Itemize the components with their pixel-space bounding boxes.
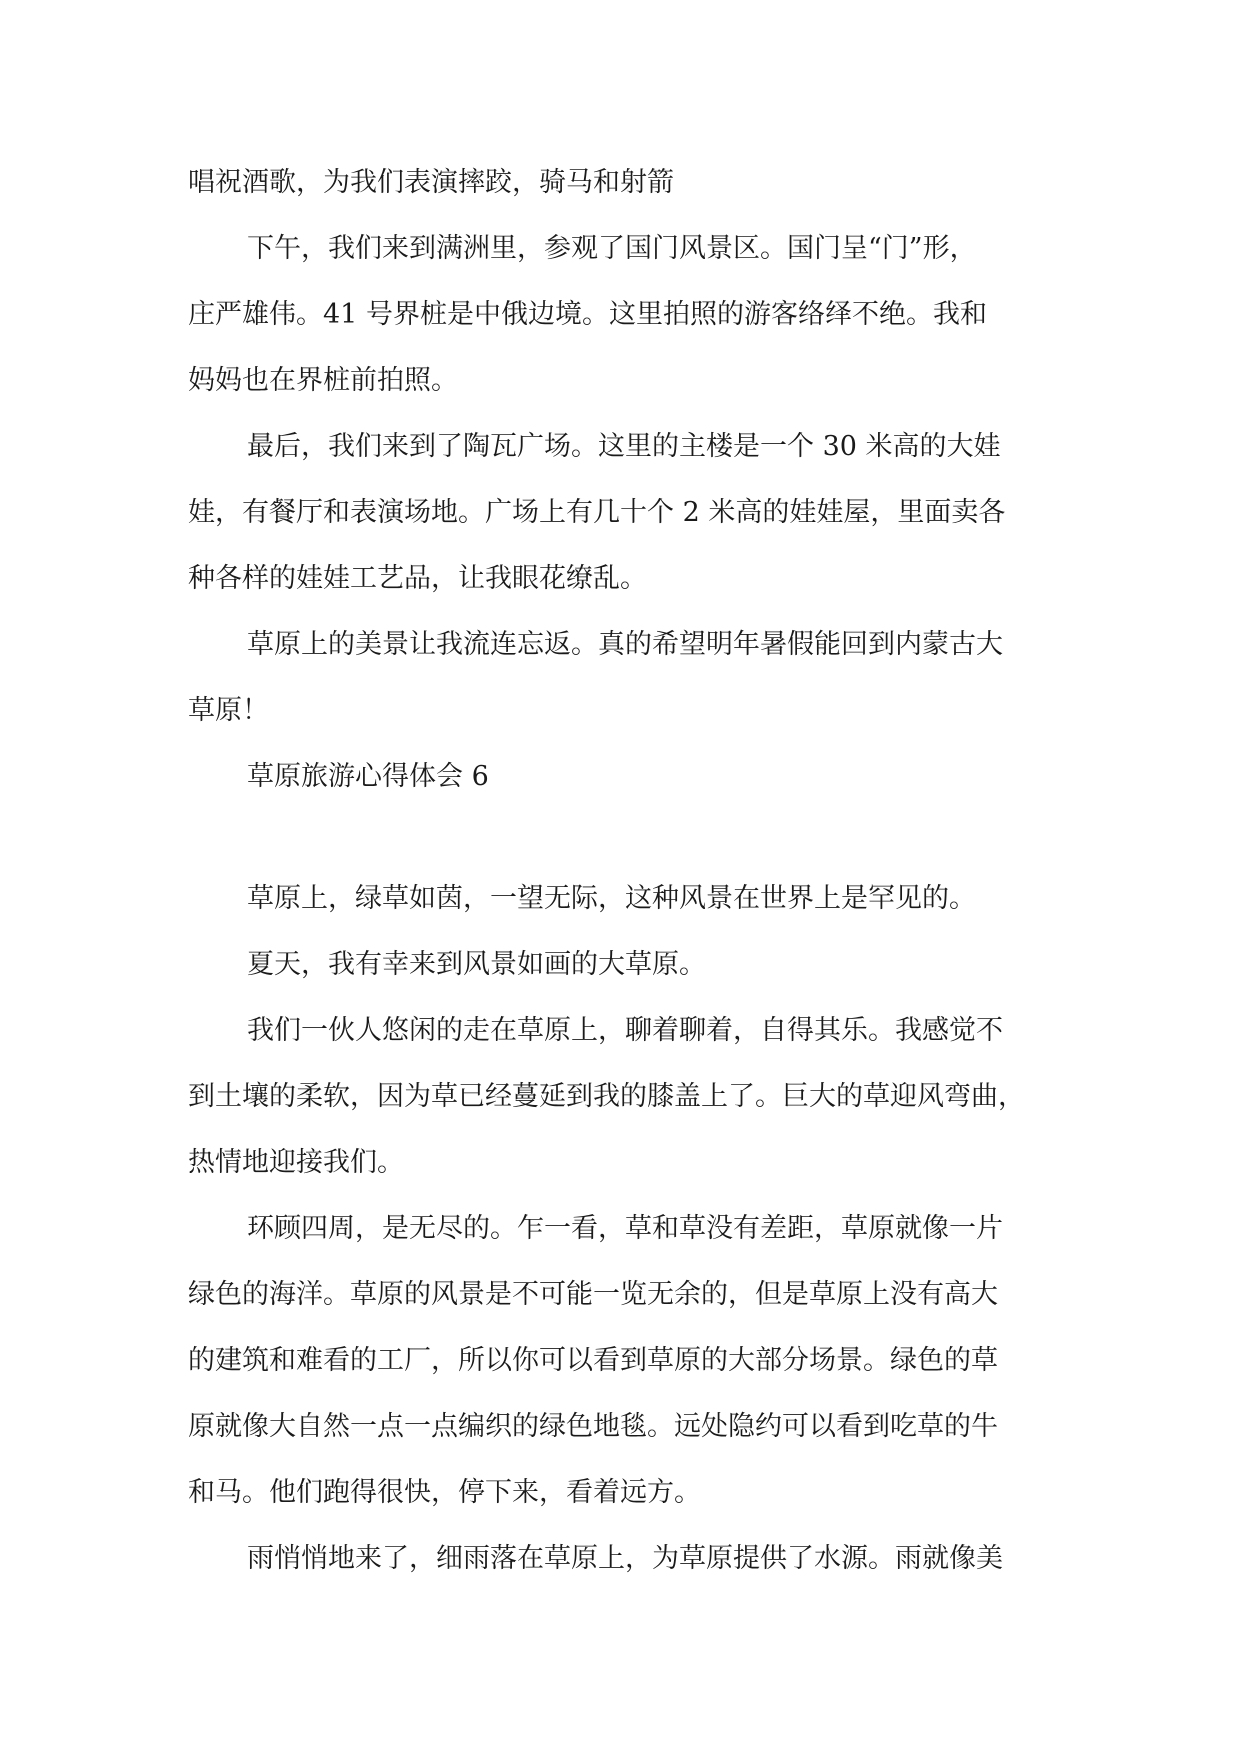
text-line: 娃，有餐厅和表演场地。广场上有几十个 2 米高的娃娃屋，里面卖各: [188, 497, 1006, 528]
text-line: 绿色的海洋。草原的风景是不可能一览无余的，但是草原上没有高大: [188, 1279, 998, 1310]
text-line: 种各样的娃娃工艺品，让我眼花缭乱。: [188, 563, 647, 594]
body-text-bottom: [188, 866, 1058, 1592]
text-line: 热情地迎接我们。: [188, 1147, 404, 1178]
text-line: 夏天，我有幸来到风景如画的大草原。: [247, 949, 706, 980]
text-line: 唱祝酒歌，为我们表演摔跤，骑马和射箭: [188, 167, 674, 198]
text-line: 环顾四周，是无尽的。乍一看，草和草没有差距，草原就像一片: [247, 1213, 1003, 1244]
text-line: 最后，我们来到了陶瓦广场。这里的主楼是一个 30 米高的大娃: [247, 431, 1001, 462]
text-line: 的建筑和难看的工厂，所以你可以看到草原的大部分场景。绿色的草: [188, 1345, 998, 1376]
text-line: 雨悄悄地来了，细雨落在草原上，为草原提供了水源。雨就像美: [247, 1543, 1003, 1574]
text-line: 草原上，绿草如茵，一望无际，这种风景在世界上是罕见的。: [247, 883, 976, 914]
section-heading: 草原旅游心得体会 6: [247, 761, 489, 792]
body-text-top: [188, 150, 1058, 810]
text-line: 和马。他们跑得很快，停下来，看着远方。: [188, 1477, 701, 1508]
text-line: 到土壤的柔软，因为草已经蔓延到我的膝盖上了。巨大的草迎风弯曲，: [188, 1081, 1025, 1112]
text-line: 草原！: [188, 695, 269, 726]
text-line: 庄严雄伟。41 号界桩是中俄边境。这里拍照的游客络绎不绝。我和: [188, 299, 987, 330]
text-line: 我们一伙人悠闲的走在草原上，聊着聊着，自得其乐。我感觉不: [247, 1015, 1003, 1046]
text-line: 妈妈也在界桩前拍照。: [188, 365, 458, 396]
text-line: 原就像大自然一点一点编织的绿色地毯。远处隐约可以看到吃草的牛: [188, 1411, 998, 1442]
text-line: 草原上的美景让我流连忘返。真的希望明年暑假能回到内蒙古大: [247, 629, 1003, 660]
text-line: 下午，我们来到满洲里，参观了国门风景区。国门呈“门”形，: [247, 233, 977, 264]
